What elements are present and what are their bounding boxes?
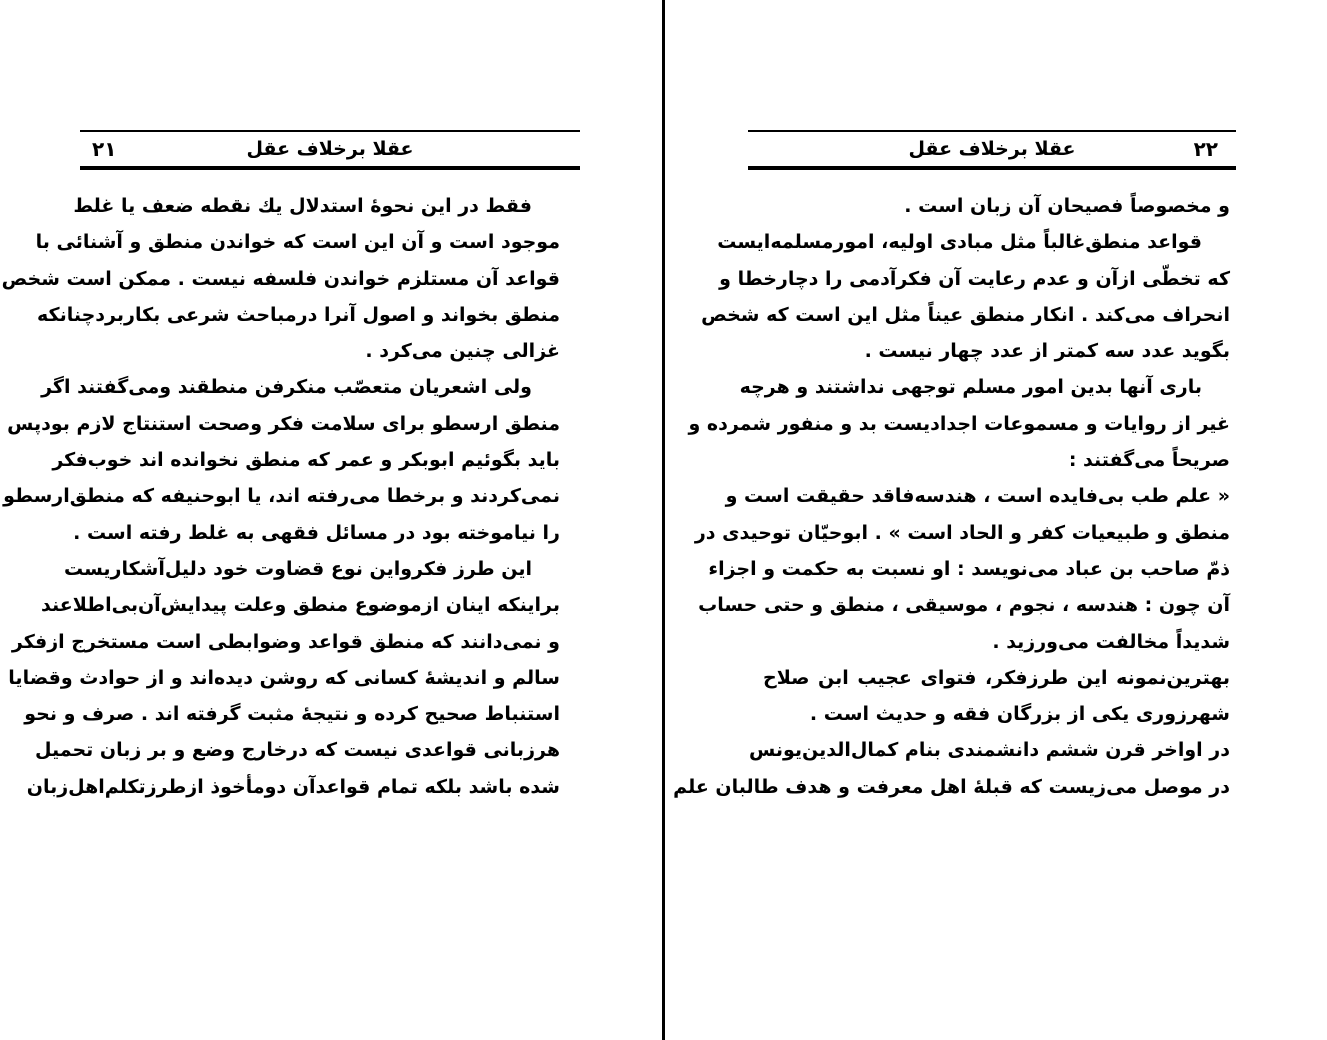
text-line: سالم و اندیشهٔ کسانی که روشن دیده‌اند و از حوادث وقضایا	[8, 666, 560, 689]
text-line: را نیاموخته بود در مسائل فقهی به غلط رفته است .	[73, 521, 560, 544]
right-page-body	[673, 188, 1230, 805]
text-line: « علم طب بی‌فایده است ، هندسه‌فاقد حقیقت است و	[725, 485, 1230, 508]
text-line: منطق بخواند و اصول آنرا درمباحث شرعی بکاربردچنانکه	[37, 303, 560, 326]
text-line: موجود است و آن این است که خواندن منطق و آشنائی با	[35, 231, 560, 254]
text-line: شده باشد بلکه تمام قواعدآن دومأخوذ ازطرزتکلم‌اهل‌زبان	[26, 775, 560, 798]
text-line: ولی اشعریان متعصّب منکرفن منطقند ومی‌گفتند اگر	[41, 376, 532, 399]
right-page-header	[748, 130, 1236, 170]
text-line: انحراف می‌کند . انکار منطق عیناً مثل این است که شخص	[701, 303, 1230, 326]
text-line: در اواخر قرن ششم دانشمندی بنام کمال‌الدین‌یونس	[749, 739, 1230, 762]
text-line: قواعد منطق‌غالباً مثل مبادی اولیه، امورمسلمه‌ایست	[717, 231, 1202, 254]
left-page-header	[80, 130, 580, 170]
text-line: استنباط صحیح کرده و نتیجهٔ مثبت گرفته اند . صرف و نحو	[24, 703, 560, 726]
text-line: باری آنها بدین امور مسلم توجهی نداشتند و هرچه	[739, 376, 1202, 399]
text-line: در موصل می‌زیست که قبلهٔ اهل معرفت و هدف طالبان علم	[673, 775, 1230, 798]
text-line: غیر از روایات و مسموعات اجدادیست بد و منفور شمرده و	[688, 412, 1230, 435]
left-page	[0, 0, 662, 1040]
text-line: ذمّ صاحب بن عباد می‌نویسد : او نسبت به حکمت و اجزاء	[708, 557, 1230, 580]
text-line: که تخطّی ازآن و عدم رعایت آن فکرآدمی را دچارخطا و	[719, 267, 1230, 290]
text-line: هرزبانی قواعدی نیست که درخارج وضع و بر زبان تحمیل	[35, 739, 560, 762]
text-line: بگوید عدد سه کمتر از عدد چهار نیست .	[864, 340, 1230, 363]
text-line: شدیداً مخالفت می‌ورزید .	[992, 630, 1230, 653]
text-line: غزالی چنین می‌کرد .	[365, 340, 560, 363]
text-line: منطق و طبیعیات کفر و الحاد است » . ابوحیّان توحیدی در	[694, 521, 1230, 544]
text-line: و مخصوصاً فصیحان آن زبان است .	[904, 195, 1230, 217]
text-line: فقط در این نحوهٔ استدلال یك نقطه ضعف یا غلط	[73, 195, 532, 217]
left-page-number: ٢١	[92, 137, 117, 161]
text-line: این طرز فکرواین نوع قضاوت خود دلیل‌آشکاریست	[63, 557, 532, 580]
left-running-title: عقلا برخلاف عقل	[246, 138, 414, 160]
text-line: قواعد آن مستلزم خواندن فلسفه نیست . ممکن است شخص	[1, 267, 560, 290]
left-page-body	[1, 188, 560, 805]
right-running-title: عقلا برخلاف عقل	[908, 138, 1076, 160]
text-line: شهرزوری یکی از بزرگان فقه و حدیث است .	[809, 703, 1230, 726]
text-line: بهترین‌نمونه این طرزفکر، فتوای عجیب ابن صلاح	[763, 666, 1230, 689]
right-page	[665, 0, 1327, 1040]
text-line: براینکه اینان ازموضوع منطق وعلت پیدایش‌آن‌بی‌اطلاعند	[41, 594, 560, 617]
text-line: نمی‌کردند و برخطا می‌رفته اند، یا ابوحنیفه که منطق‌ارسطو	[3, 485, 560, 508]
text-line: منطق ارسطو برای سلامت فکر وصحت استنتاج لازم بودپس	[7, 412, 560, 435]
text-line: صریحاً می‌گفتند :	[1068, 449, 1230, 472]
text-line: و نمی‌دانند که منطق قواعد وضوابطی است مستخرج ازفکر	[11, 630, 560, 653]
right-page-number: ٢٢	[1193, 137, 1218, 161]
text-line: آن چون : هندسه ، نجوم ، موسیقی ، منطق و حتی حساب	[698, 594, 1230, 617]
text-line: باید بگوئیم ابوبکر و عمر که منطق نخوانده اند خوب‌فکر	[52, 449, 560, 472]
